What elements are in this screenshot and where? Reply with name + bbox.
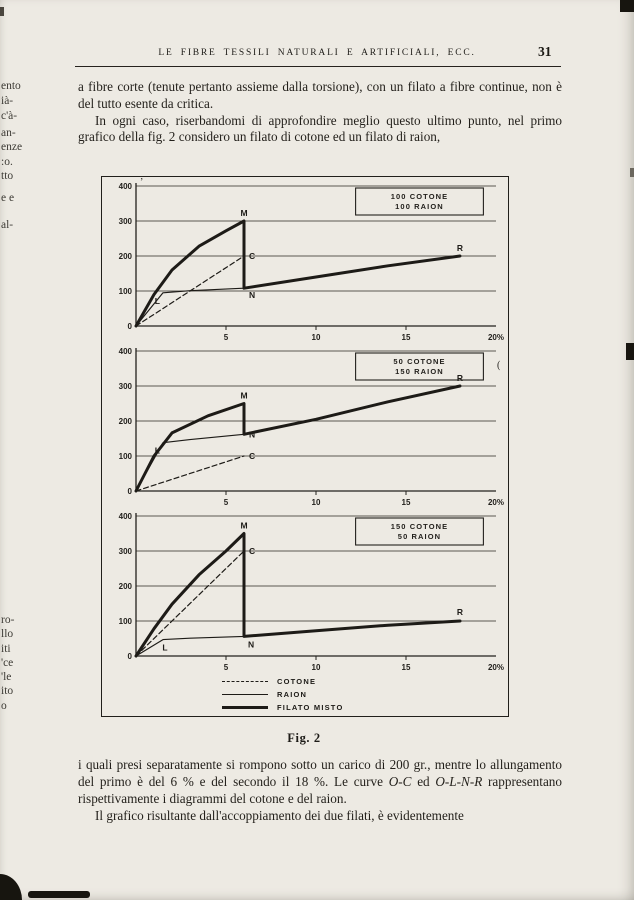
svg-text:100: 100 [118,616,132,626]
svg-text:100: 100 [118,286,132,296]
margin-text-fragment: e e [1,192,15,204]
legend-item-cotone [222,677,343,686]
svg-text:50 COTONE: 50 COTONE [393,357,446,366]
point-label-l: L [162,642,168,653]
point-label-r: R [456,607,464,617]
chart-100-cotone-100-raion [106,180,504,346]
point-label-c: C [249,546,256,556]
running-header-title: LE FIBRE TESSILI NATURALI E ARTIFICIALI, ECC. [158,48,476,58]
margin-text-fragment: 'ce [1,657,14,669]
point-label-l: L [154,295,160,306]
margin-text-fragment: tto [1,170,14,182]
point-label-l: L [154,445,160,456]
margin-text-fragment: al- [1,219,14,231]
margin-text-fragment: iti [1,643,11,655]
legend-line-thick [222,706,268,709]
margin-text-fragment: ro- [1,614,15,626]
svg-text:0: 0 [127,486,132,496]
point-label-n: N [249,290,256,301]
scan-artifact [620,0,634,12]
svg-text:150 RAION: 150 RAION [395,367,444,376]
legend-label: RAION [277,690,308,699]
body-text-top [78,79,562,146]
paragraph: a fibre corte (tenute pertanto assieme dalla torsione), con un filato a fibre continue, non è del tutto esente da critica. [78,79,562,111]
svg-text:100 COTONE: 100 COTONE [390,192,449,201]
legend-item-raion [222,690,343,699]
svg-text:10: 10 [311,663,321,672]
legend-label: COTONE [277,677,317,686]
margin-text-fragment: 'le [1,671,12,683]
scan-artifact [626,343,634,360]
curve-name-oc: O-C [388,774,412,789]
figure-caption: Fig. 2 [287,731,321,745]
svg-text:50 RAION: 50 RAION [397,532,442,541]
point-label-m: M [240,208,248,218]
paragraph: Il grafico risultante dall'accoppiamento dei due filati, è evidentemente [95,808,464,823]
svg-text:5: 5 [223,663,229,672]
svg-text:5: 5 [223,498,229,507]
scan-artifact [28,891,90,898]
svg-text:150 COTONE: 150 COTONE [390,522,449,531]
svg-text:200: 200 [118,581,132,591]
svg-text:300: 300 [118,216,132,226]
point-label-n: N [248,639,255,650]
svg-text:300: 300 [118,546,132,556]
svg-text:300: 300 [118,381,132,391]
margin-text-fragment: enze [1,141,23,153]
svg-text:10: 10 [311,333,321,342]
svg-text:200: 200 [118,416,132,426]
margin-text-fragment: an- [1,127,16,139]
svg-text:0: 0 [127,651,132,661]
figure-2-box [101,176,509,717]
margin-text-fragment: ento [1,80,21,92]
scan-stray-mark: ’ [140,177,144,188]
point-label-n: N [249,429,256,440]
svg-text:10: 10 [311,498,321,507]
svg-text:400: 400 [118,346,132,356]
margin-text-fragment: c'à- [1,110,18,122]
series-filato-misto [136,221,460,326]
scan-stray-mark: ( [497,360,501,371]
series-filato-misto [136,534,460,657]
chart-50-cotone-150-raion [106,345,504,511]
svg-text:400: 400 [118,511,132,521]
svg-text:5: 5 [223,333,229,342]
paragraph: In ogni caso, riserbandomi di approfondire meglio questo ultimo punto, nel primo grafico della fig. 2 considero un filato di cotone ed un filato di raion, [78,112,562,145]
svg-text:20%: 20% [487,498,504,507]
margin-text-fragment: ito [1,685,14,697]
svg-text:100: 100 [118,451,132,461]
point-label-r: R [456,243,464,253]
svg-text:20%: 20% [487,663,504,672]
svg-text:20%: 20% [487,333,504,342]
legend-item-filato-misto [222,703,343,712]
chart-legend [222,677,343,712]
margin-text-fragment: llo [1,628,14,640]
svg-text:15: 15 [401,663,411,672]
point-label-m: M [240,390,248,401]
header-rule [75,66,561,67]
legend-line-dashed [222,681,268,682]
legend-line-thin [222,694,268,695]
svg-text:15: 15 [401,498,411,507]
svg-text:15: 15 [401,333,411,342]
svg-text:0: 0 [127,321,132,331]
text-run: i quali presi separatamente si rompono sotto un carico di 200 gr., mentre lo allungamento del primo è del 6 % e del secondo il 18 %. Le curve [78,757,562,789]
scan-artifact [630,168,634,177]
scan-artifact [0,7,4,16]
point-label-c: C [249,251,256,261]
text-run: rappresentano rispettivamente i diagrammi del cotone e del raion. [78,774,562,806]
series-raion [136,621,460,656]
body-text-bottom [78,756,562,824]
svg-text:400: 400 [118,181,132,191]
page-number: 31 [538,44,552,59]
series-cotone [136,551,244,656]
paragraph [78,756,562,807]
curve-name-olnr: O-L-N-R [435,774,483,789]
margin-text-fragment: :o. [1,156,13,168]
scan-artifact [0,874,22,900]
margin-text-fragment: o [1,700,7,712]
point-label-r: R [456,373,464,383]
svg-text:200: 200 [118,251,132,261]
point-label-m: M [240,520,248,531]
point-label-c: C [249,451,256,461]
legend-label: FILATO MISTO [277,703,344,712]
chart-150-cotone-50-raion [106,510,504,676]
text-run: ed [411,774,436,789]
margin-text-fragment: ià- [1,95,14,107]
svg-text:100 RAION: 100 RAION [395,202,444,211]
